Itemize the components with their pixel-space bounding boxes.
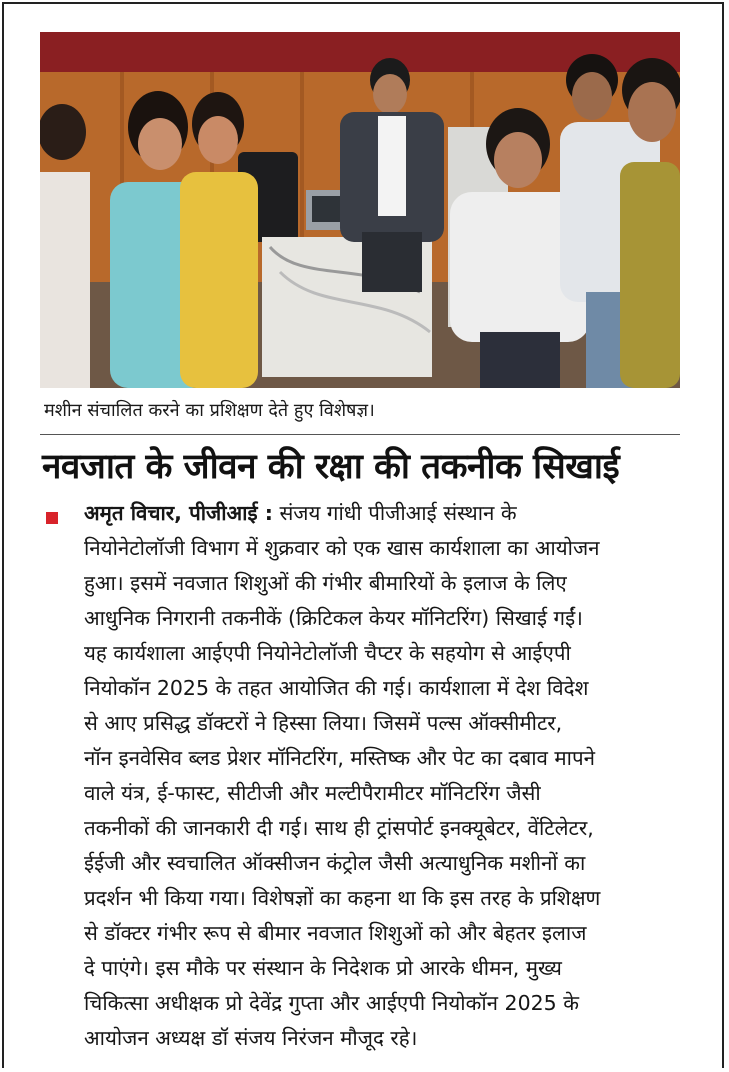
article-line: चिकित्सा अधीक्षक प्रो देवेंद्र गुप्ता और आईएपी नियोकॉन 2025 के: [84, 991, 579, 1015]
divider: [40, 434, 680, 435]
article-line: से आए प्रसिद्ध डॉक्टरों ने हिस्सा लिया। जिसमें पल्स ऑक्सीमीटर,: [84, 711, 563, 735]
article-line: वाले यंत्र, ई-फास्ट, सीटीजी और मल्टीपैरामीटर मॉनिटरिंग जैसी: [84, 781, 541, 805]
article-line: [84, 496, 684, 531]
bullet-square-icon: [46, 512, 58, 524]
article-line: आधुनिक निगरानी तकनीकें (क्रिटिकल केयर मॉनिटरिंग) सिखाई गईं।: [84, 606, 583, 630]
article-line: से डॉक्टर गंभीर रूप से बीमार नवजात शिशुओं को और बेहतर इलाज: [84, 921, 587, 945]
article-line: नियोकॉन 2025 के तहत आयोजित की गई। कार्यशाला में देश विदेश: [84, 676, 589, 700]
article-line-text: संजय गांधी पीजीआई संस्थान के: [272, 501, 517, 525]
article-line: प्रदर्शन भी किया गया। विशेषज्ञों का कहना था कि इस तरह के प्रशिक्षण: [84, 886, 601, 910]
article-line: तकनीकों की जानकारी दी गई। साथ ही ट्रांसपोर्ट इनक्यूबेटर, वेंटिलेटर,: [84, 816, 594, 840]
photo-caption: मशीन संचालित करने का प्रशिक्षण देते हुए विशेषज्ञ।: [44, 400, 375, 421]
article-line: नियोनेटोलॉजी विभाग में शुक्रवार को एक खास कार्यशाला का आयोजन: [84, 536, 600, 560]
training-photo-icon: [40, 32, 680, 388]
article-line: दे पाएंगे। इस मौके पर संस्थान के निदेशक प्रो आरके धीमन, मुख्य: [84, 956, 562, 980]
article-line: ईईजी और स्वचालित ऑक्सीजन कंट्रोल जैसी अत्याधुनिक मशीनों का: [84, 851, 586, 875]
dateline: अमृत विचार, पीजीआई :: [84, 501, 273, 525]
news-photo: [40, 32, 680, 388]
article-line: नॉन इनवेसिव ब्लड प्रेशर मॉनिटरिंग, मस्तिष्क और पेट का दबाव मापने: [84, 746, 596, 770]
article-line: यह कार्यशाला आईएपी नियोनेटोलॉजी चैप्टर के सहयोग से आईएपी: [84, 641, 571, 665]
article-line: हुआ। इसमें नवजात शिशुओं की गंभीर बीमारियों के इलाज के लिए: [84, 571, 567, 595]
headline: नवजात के जीवन की रक्षा की तकनीक सिखाई: [42, 447, 620, 487]
article-line: आयोजन अध्यक्ष डॉ संजय निरंजन मौजूद रहे।: [84, 1026, 418, 1050]
article-body: [84, 496, 684, 1056]
